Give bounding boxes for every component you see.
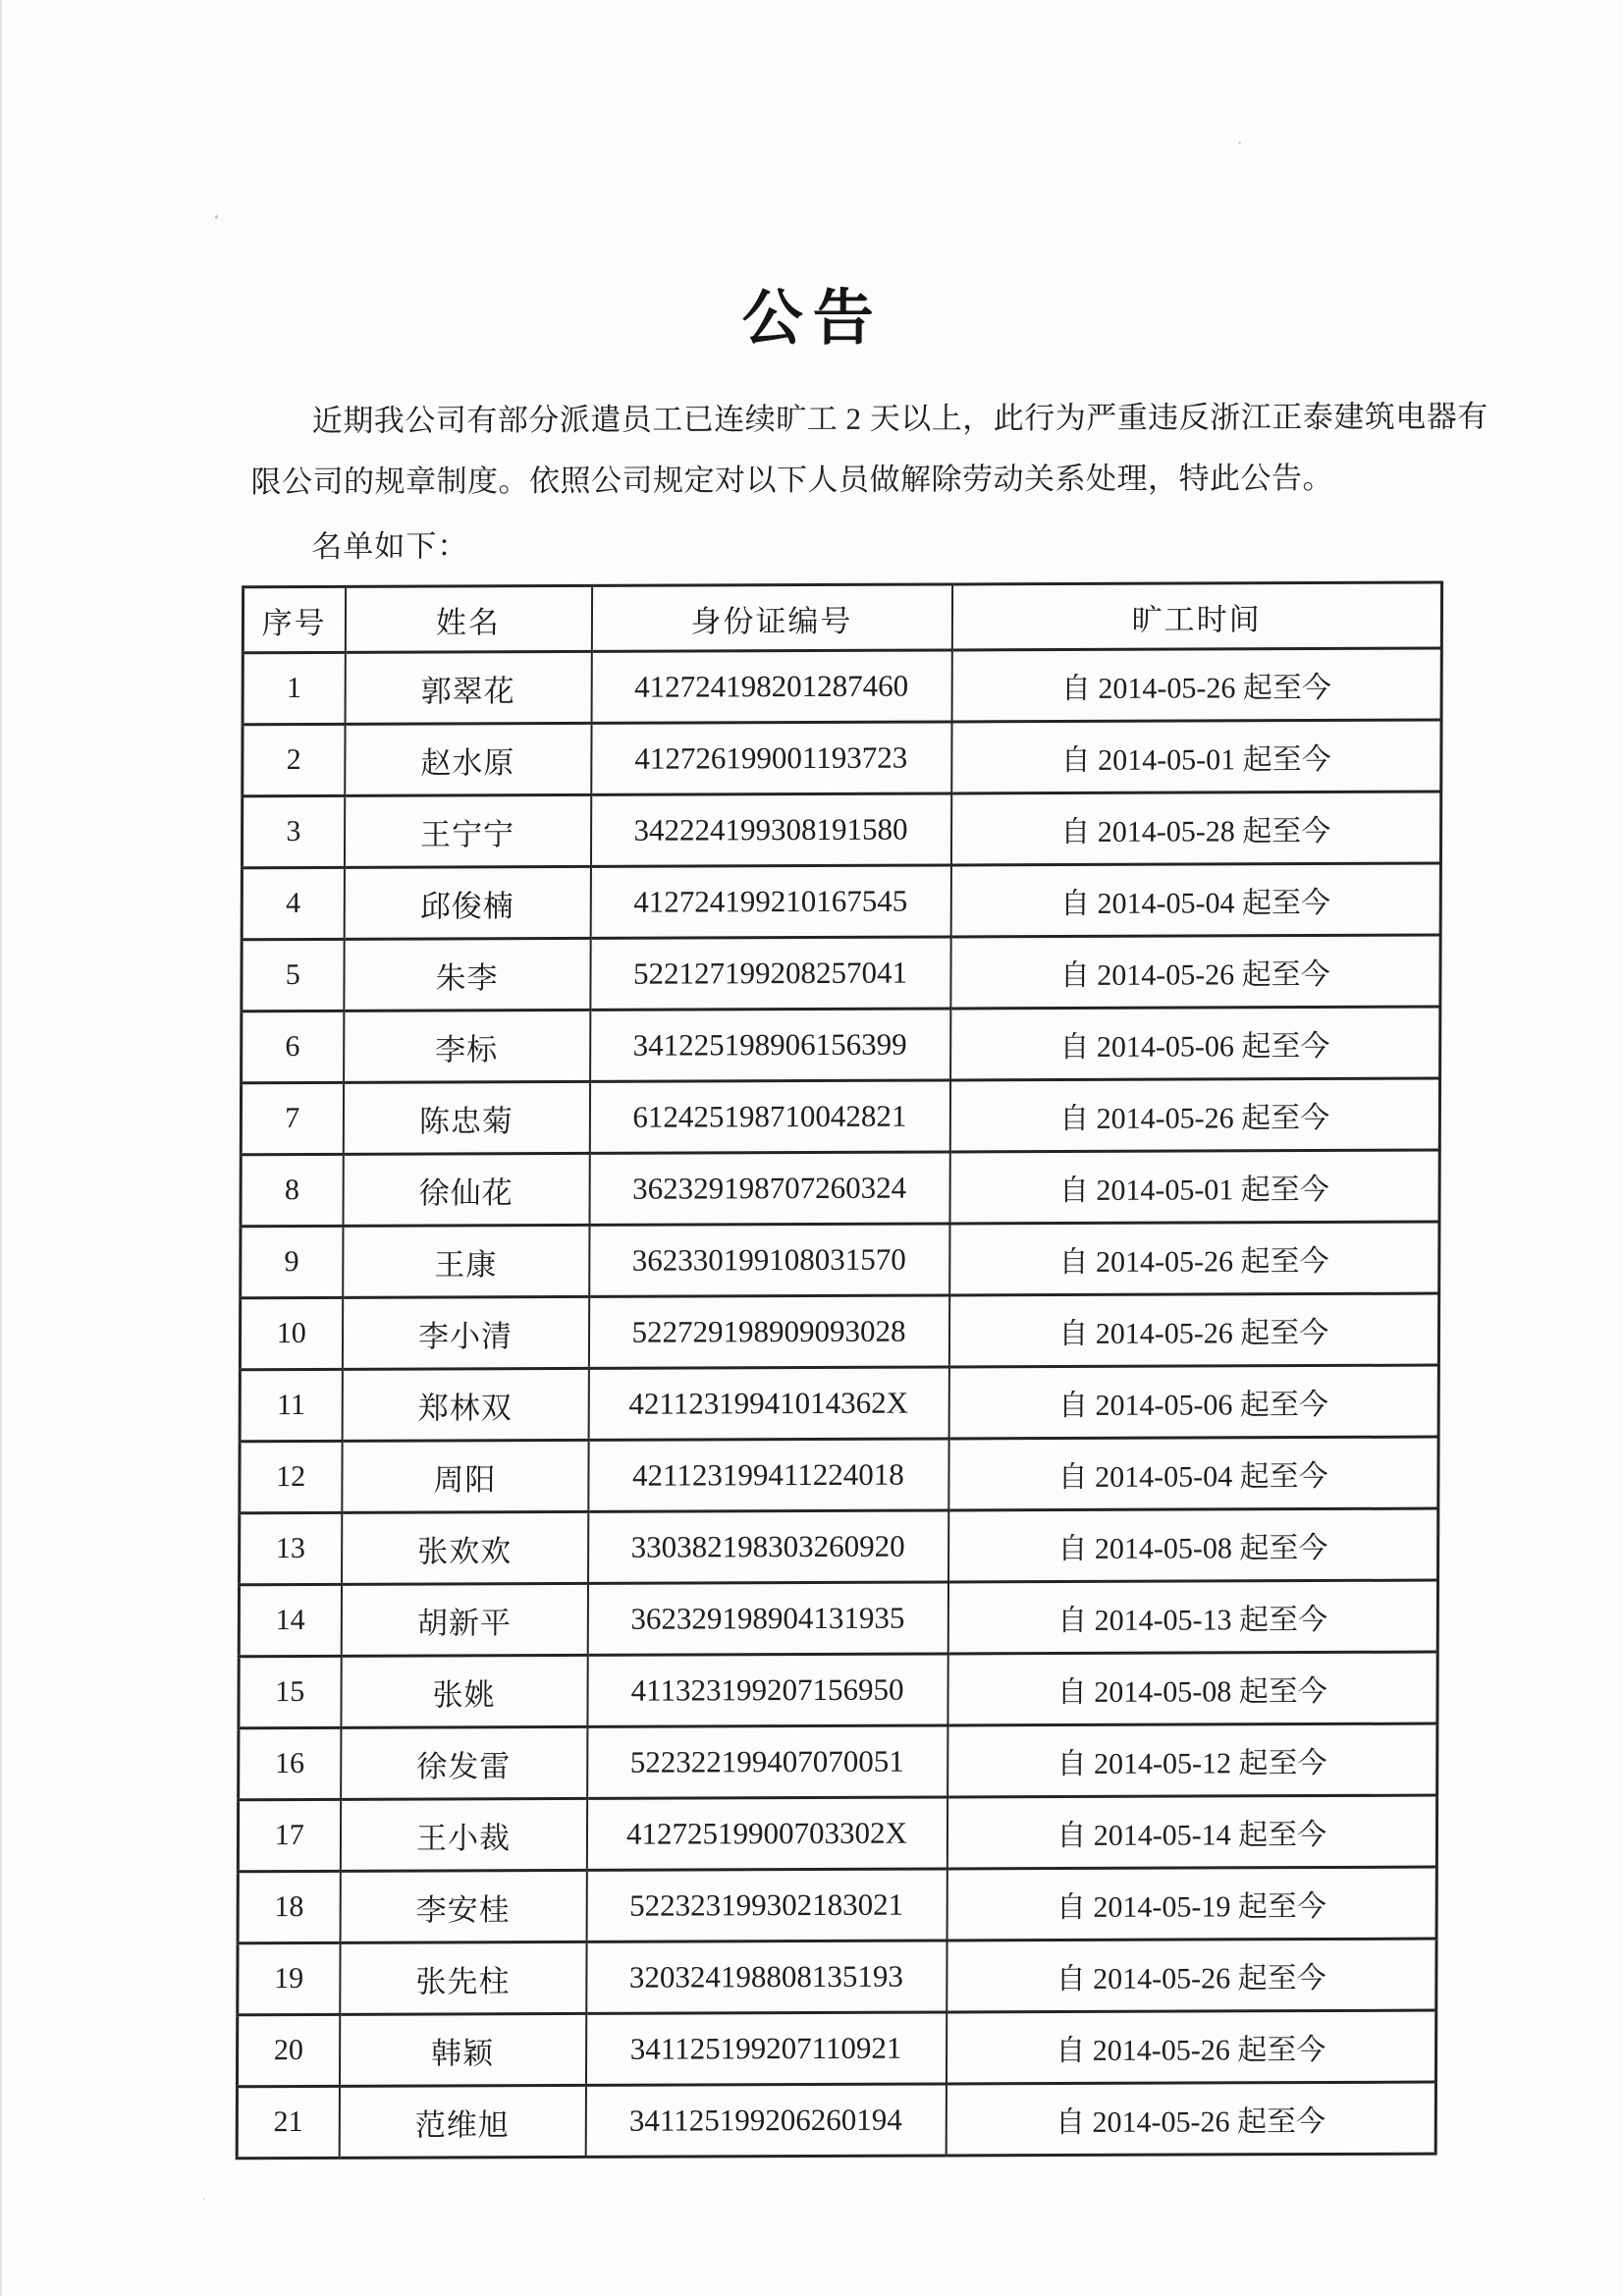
employee-name-cell: 王康 bbox=[343, 1225, 589, 1297]
table-row bbox=[241, 1222, 1439, 1298]
table-row bbox=[237, 2082, 1435, 2159]
employee-name-cell: 邱俊楠 bbox=[344, 866, 590, 939]
absence-period-cell: 自 2014-05-26 起至今 bbox=[949, 1078, 1439, 1152]
id-number-cell: 341225198906156399 bbox=[590, 1009, 950, 1081]
serial-number-cell: 6 bbox=[242, 1011, 344, 1082]
employee-name-cell: 郭翠花 bbox=[345, 651, 591, 724]
serial-number-cell: 18 bbox=[238, 1871, 340, 1942]
table-row bbox=[237, 2010, 1435, 2087]
absence-period-cell: 自 2014-05-04 起至今 bbox=[948, 1437, 1438, 1510]
serial-number-cell: 2 bbox=[243, 724, 345, 795]
notice-body-line-2: 限公司的规章制度。依照公司规定对以下人员做解除劳动关系处理，特此公告。 bbox=[250, 460, 1334, 500]
serial-number-cell: 9 bbox=[241, 1226, 343, 1297]
serial-number-cell: 7 bbox=[241, 1082, 343, 1154]
employee-name-cell: 张先柱 bbox=[340, 1941, 586, 2014]
notice-title: 公告 bbox=[741, 285, 884, 354]
id-number-cell: 421123199411224018 bbox=[588, 1439, 948, 1511]
id-number-cell: 412726199001193723 bbox=[591, 722, 951, 794]
absence-period-cell: 自 2014-05-06 起至今 bbox=[950, 1007, 1440, 1080]
id-number-cell: 341125199206260194 bbox=[585, 2084, 946, 2157]
id-number-cell: 362330199108031570 bbox=[589, 1224, 949, 1296]
table-row bbox=[239, 1723, 1437, 1800]
serial-number-cell: 21 bbox=[237, 2086, 339, 2158]
col-header-serial-number: 序号 bbox=[243, 586, 345, 652]
id-number-cell: 522322199407070051 bbox=[587, 1725, 947, 1798]
id-number-cell: 41272519900703302X bbox=[586, 1797, 947, 1870]
col-header-name: 姓名 bbox=[345, 585, 591, 652]
table-row bbox=[239, 1580, 1437, 1657]
table-row bbox=[240, 1293, 1438, 1370]
absence-period-cell: 自 2014-05-26 起至今 bbox=[946, 2010, 1435, 2084]
id-number-cell: 330382198303260920 bbox=[588, 1510, 948, 1583]
absence-period-cell: 自 2014-05-26 起至今 bbox=[950, 935, 1440, 1009]
table-row bbox=[242, 1007, 1440, 1083]
id-number-cell: 42112319941014362X bbox=[588, 1367, 948, 1440]
serial-number-cell: 1 bbox=[243, 652, 345, 724]
serial-number-cell: 5 bbox=[242, 939, 344, 1011]
table-row bbox=[242, 935, 1440, 1011]
employee-name-cell: 周阳 bbox=[342, 1440, 588, 1512]
id-number-cell: 362329198904131935 bbox=[587, 1582, 947, 1655]
table-row bbox=[241, 1078, 1439, 1155]
employee-name-cell: 朱李 bbox=[344, 938, 590, 1011]
id-number-cell: 612425198710042821 bbox=[589, 1080, 949, 1153]
table-row bbox=[238, 1939, 1436, 2015]
employee-name-cell: 范维旭 bbox=[339, 2085, 585, 2158]
serial-number-cell: 20 bbox=[237, 2014, 339, 2086]
employee-name-cell: 张欢欢 bbox=[342, 1511, 588, 1584]
terminated-employees-table bbox=[236, 581, 1443, 2160]
serial-number-cell: 10 bbox=[240, 1297, 342, 1369]
employee-name-cell: 陈忠菊 bbox=[343, 1081, 589, 1154]
serial-number-cell: 3 bbox=[242, 795, 344, 867]
col-header-id-number: 身份证编号 bbox=[591, 584, 951, 651]
employee-name-cell: 韩颖 bbox=[339, 2013, 585, 2086]
table-row bbox=[240, 1437, 1438, 1513]
serial-number-cell: 8 bbox=[241, 1154, 343, 1226]
table-header-row bbox=[243, 582, 1441, 653]
employee-name-cell: 徐发雷 bbox=[341, 1726, 587, 1799]
table-row bbox=[242, 792, 1440, 868]
id-number-cell: 522729198909093028 bbox=[588, 1295, 948, 1368]
id-number-cell: 362329198707260324 bbox=[589, 1152, 949, 1225]
id-number-cell: 522323199302183021 bbox=[586, 1869, 947, 1941]
absence-period-cell: 自 2014-05-26 起至今 bbox=[948, 1293, 1438, 1367]
absence-period-cell: 自 2014-05-08 起至今 bbox=[948, 1508, 1438, 1582]
table-row bbox=[240, 1365, 1438, 1442]
employee-name-cell: 郑林双 bbox=[342, 1368, 588, 1441]
absence-period-cell: 自 2014-05-26 起至今 bbox=[947, 1939, 1436, 2012]
employee-name-cell: 赵水原 bbox=[345, 723, 591, 795]
serial-number-cell: 13 bbox=[240, 1512, 342, 1584]
absence-period-cell: 自 2014-05-26 起至今 bbox=[951, 648, 1441, 722]
id-number-cell: 412724199210167545 bbox=[590, 865, 950, 938]
notice-body-line-1: 近期我公司有部分派遣员工已连续旷工 2 天以上，此行为严重违反浙江正泰建筑电器有 bbox=[311, 399, 1488, 438]
notice-body bbox=[250, 386, 1488, 513]
serial-number-cell: 17 bbox=[238, 1799, 340, 1871]
id-number-cell: 342224199308191580 bbox=[590, 793, 950, 866]
table-row bbox=[243, 720, 1441, 796]
id-number-cell: 341125199207110921 bbox=[585, 2012, 946, 2085]
serial-number-cell: 16 bbox=[239, 1727, 341, 1799]
id-number-cell: 411323199207156950 bbox=[587, 1654, 947, 1726]
absence-period-cell: 自 2014-05-08 起至今 bbox=[947, 1652, 1437, 1725]
serial-number-cell: 19 bbox=[238, 1942, 340, 2014]
absence-period-cell: 自 2014-05-26 起至今 bbox=[949, 1222, 1439, 1295]
id-number-cell: 412724198201287460 bbox=[591, 650, 951, 723]
absence-period-cell: 自 2014-05-12 起至今 bbox=[947, 1723, 1437, 1797]
table-row bbox=[240, 1508, 1438, 1585]
employee-name-cell: 李安桂 bbox=[340, 1870, 586, 1942]
table-body bbox=[237, 648, 1441, 2159]
employee-name-cell: 胡新平 bbox=[341, 1583, 587, 1656]
serial-number-cell: 11 bbox=[240, 1369, 342, 1441]
serial-number-cell: 4 bbox=[242, 867, 344, 939]
absence-period-cell: 自 2014-05-01 起至今 bbox=[949, 1150, 1439, 1224]
absence-period-cell: 自 2014-05-26 起至今 bbox=[946, 2082, 1435, 2156]
absence-period-cell: 自 2014-05-01 起至今 bbox=[951, 720, 1441, 793]
table-row bbox=[239, 1652, 1437, 1728]
table-row bbox=[243, 648, 1441, 725]
absence-period-cell: 自 2014-05-28 起至今 bbox=[950, 792, 1440, 865]
table-row bbox=[238, 1795, 1436, 1872]
serial-number-cell: 12 bbox=[240, 1441, 342, 1512]
employee-name-cell: 王小裁 bbox=[340, 1798, 586, 1871]
id-number-cell: 522127199208257041 bbox=[590, 937, 950, 1010]
col-header-absence-period: 旷工时间 bbox=[951, 582, 1441, 650]
employee-name-cell: 徐仙花 bbox=[343, 1153, 589, 1226]
id-number-cell: 320324198808135193 bbox=[586, 1941, 947, 2013]
table-row bbox=[238, 1867, 1436, 1943]
absence-period-cell: 自 2014-05-14 起至今 bbox=[947, 1795, 1436, 1869]
absence-period-cell: 自 2014-05-04 起至今 bbox=[950, 863, 1440, 937]
table-row bbox=[242, 863, 1440, 940]
employee-name-cell: 王宁宁 bbox=[344, 794, 590, 867]
absence-period-cell: 自 2014-05-13 起至今 bbox=[947, 1580, 1437, 1654]
serial-number-cell: 15 bbox=[239, 1656, 341, 1727]
table-row bbox=[241, 1150, 1439, 1227]
absence-period-cell: 自 2014-05-19 起至今 bbox=[947, 1867, 1436, 1941]
serial-number-cell: 14 bbox=[239, 1584, 341, 1656]
employee-name-cell: 张姚 bbox=[341, 1655, 587, 1727]
employee-name-cell: 李标 bbox=[344, 1010, 590, 1082]
absence-period-cell: 自 2014-05-06 起至今 bbox=[948, 1365, 1438, 1439]
employee-name-cell: 李小清 bbox=[342, 1296, 588, 1369]
list-intro-label: 名单如下： bbox=[311, 528, 469, 564]
